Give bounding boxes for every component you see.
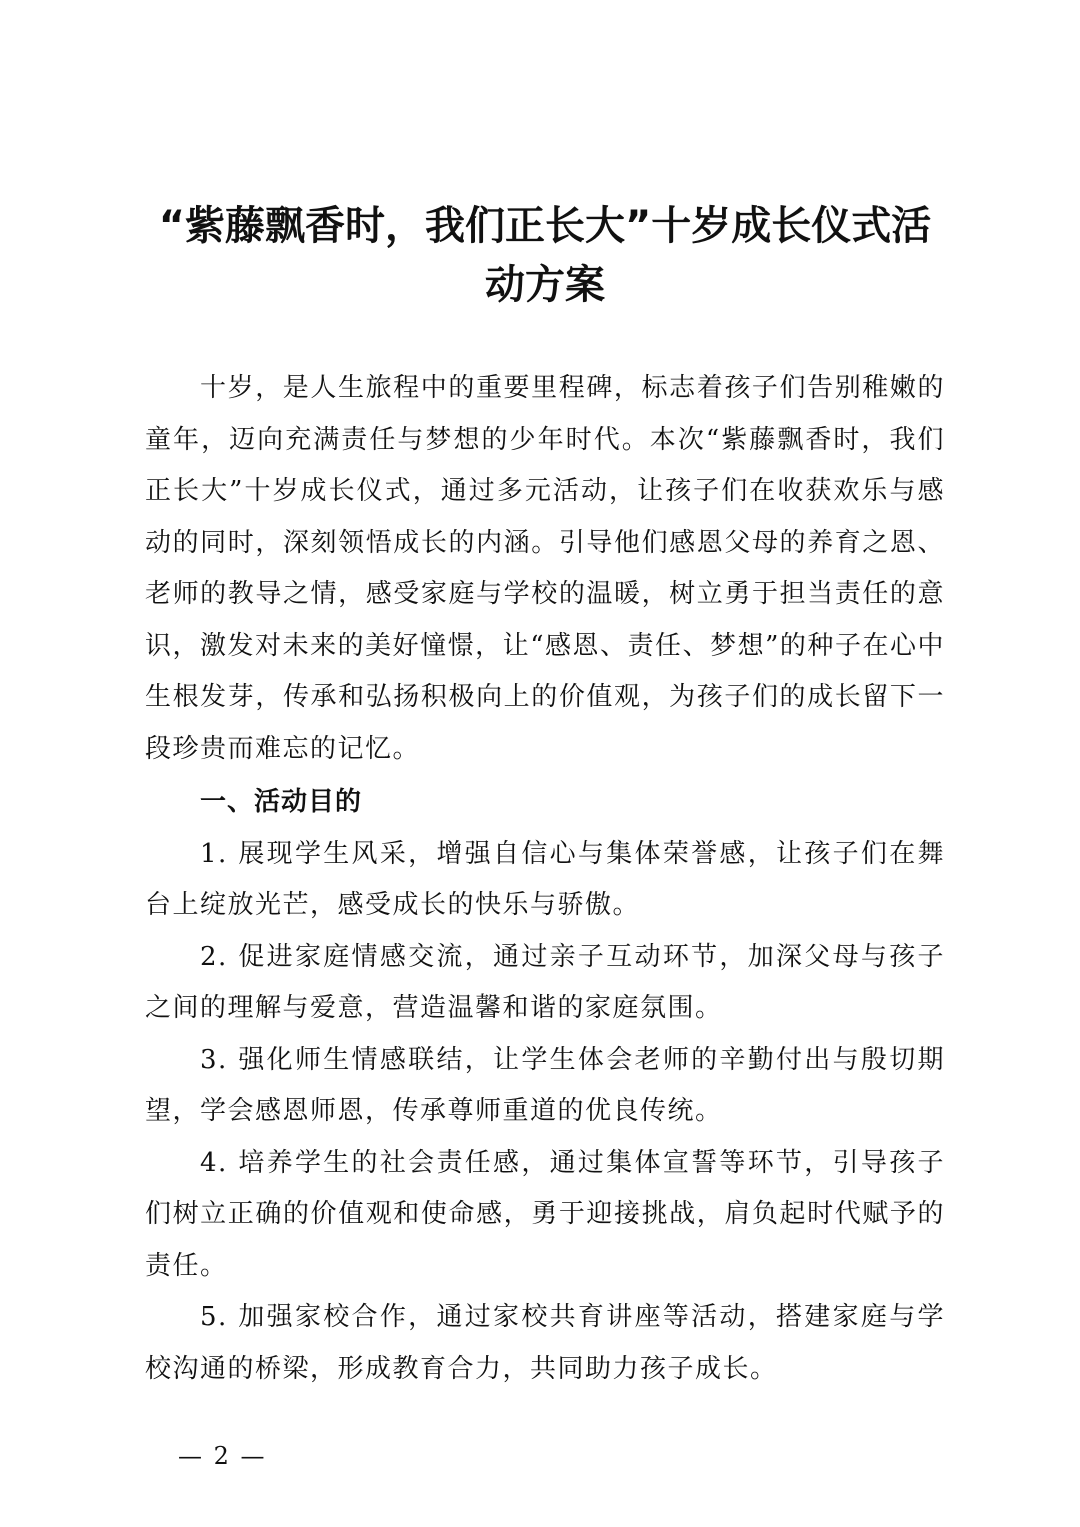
intro-paragraph: 十岁，是人生旅程中的重要里程碑，标志着孩子们告别稚嫩的童年，迈向充满责任与梦想的少年时代。本次“紫藤飘香时，我们正长大”十岁成长仪式，通过多元活动，让孩子们在收获欢乐与感动的同时，深刻领悟成长的内涵。引导他们感恩父母的养育之恩、老师的教导之情，感受家庭与学校的温暖，树立勇于担当责任的意识，激发对未来的美好憧憬，让“感恩、责任、梦想”的种子在心中生根发芽，传承和弘扬积极向上的价值观，为孩子们的成长留下一段珍贵而难忘的记忆。 <box>145 373 945 764</box>
purpose-item-1: 1. 展现学生风采，增强自信心与集体荣誉感，让孩子们在舞台上绽放光芒，感受成长的快乐与骄傲。 <box>145 838 945 920</box>
section-heading-purpose: 一、活动目的 <box>200 787 363 817</box>
document-body <box>145 363 945 1395</box>
purpose-item-5: 5. 加强家校合作，通过家校共育讲座等活动，搭建家庭与学校沟通的桥梁，形成教育合力，共同助力孩子成长。 <box>145 1302 945 1384</box>
document-title-line-1: “紫藤飘香时，我们正长大”十岁成长仪式活 <box>158 203 932 249</box>
purpose-item-2: 2. 促进家庭情感交流，通过亲子互动环节，加深父母与孩子之间的理解与爱意，营造温馨和谐的家庭氛围。 <box>145 941 945 1023</box>
purpose-item-4: 4. 培养学生的社会责任感，通过集体宣誓等环节，引导孩子们树立正确的价值观和使命感，勇于迎接挑战，肩负起时代赋予的责任。 <box>145 1147 945 1281</box>
document-title-line-2: 动方案 <box>485 262 605 308</box>
page-number: — 2 — <box>178 1442 267 1470</box>
purpose-item-3: 3. 强化师生情感联结，让学生体会老师的辛勤付出与殷切期望，学会感恩师恩，传承尊师重道的优良传统。 <box>145 1044 945 1126</box>
